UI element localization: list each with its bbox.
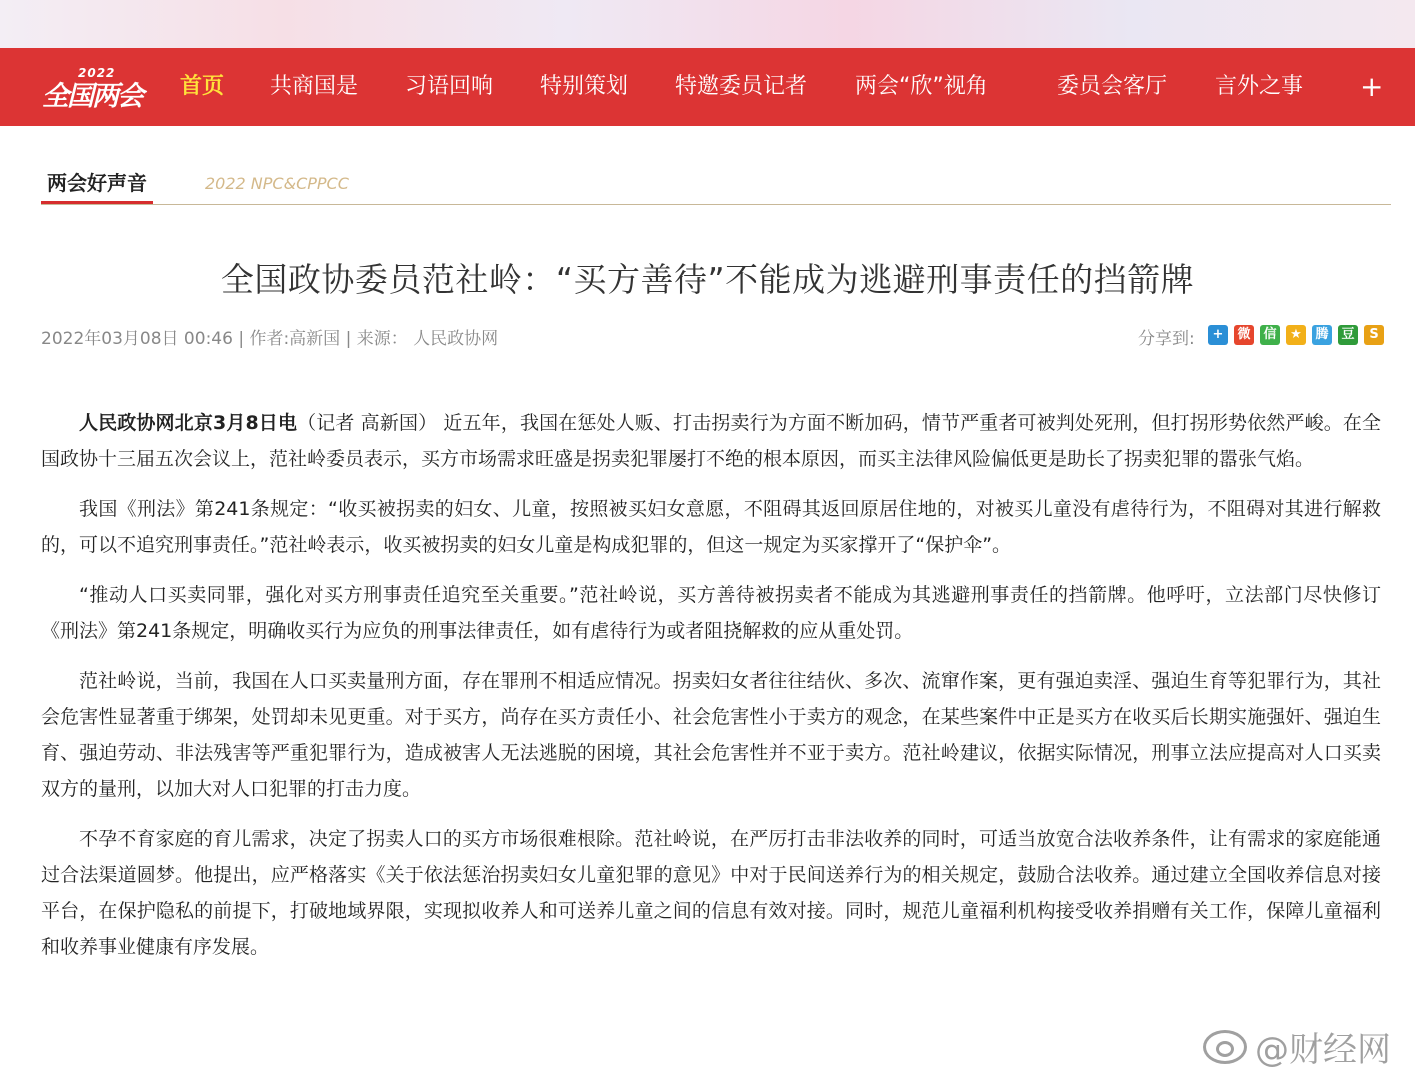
- paragraph-4: 范社岭说，当前，我国在人口买卖量刑方面，存在罪刑不相适应情况。拐卖妇女者往往结伙、多次、流窜作案，更有强迫卖淫、强迫生育等犯罪行为，其社会危害性显著重于绑架，处罚却未见更重。对于买方，尚存在买方责任小、社会危害性小于卖方的观念，在某些案件中正是买方在收买后长期实施强奸、强迫生育、强迫劳动、非法残害等严重犯罪行为，造成被害人无法逃脱的困境，其社会危害性并不亚于卖方。范社岭建议，依据实际情况，刑事立法应提高对人口买卖双方的量刑，以加大对人口犯罪的打击力度。: [41, 670, 1381, 800]
- article-meta: 2022年03月08日 00:46 | 作者:高新国 | 来源： 人民政协网: [41, 329, 499, 349]
- top-banner: [0, 0, 1415, 48]
- nav-item-lounge[interactable]: 委员会客厅: [1057, 74, 1168, 99]
- watermark-text: @财经网: [1255, 1030, 1391, 1070]
- section-header: [41, 168, 1391, 205]
- paragraph-3: “推动人口买卖同罪，强化对买方刑事责任追究至关重要。”范社岭说，买方善待被拐卖者不能成为其逃避刑事责任的挡箭牌。他呼吁，立法部门尽快修订《刑法》第241条规定，明确收买行为应负的刑事法律责任，如有虐待行为或者阻挠解救的应从重处罚。: [41, 584, 1381, 642]
- paragraph-5: 不孕不育家庭的育儿需求，决定了拐卖人口的买方市场很难根除。范社岭说，在严厉打击非法收养的同时，可适当放宽合法收养条件，让有需求的家庭能通过合法渠道圆梦。他提出，应严格落实《关于依法惩治拐卖妇女儿童犯罪的意见》中对于民间送养行为的相关规定，鼓励合法收养。通过建立全国收养信息对接平台，在保护隐私的前提下，打破地域界限，实现拟收养人和可送养儿童之间的信息有效对接。同时，规范儿童福利机构接受收养捐赠有关工作，保障儿童福利和收养事业健康有序发展。: [41, 828, 1381, 958]
- article-title: 全国政协委员范社岭：“买方善待”不能成为逃避刑事责任的挡箭牌: [220, 260, 1195, 299]
- nav-item-perspective[interactable]: 两会“欣”视角: [855, 74, 988, 99]
- sohu-icon[interactable]: S: [1364, 325, 1384, 345]
- nav-item-special[interactable]: 特别策划: [540, 74, 629, 99]
- article-body: [41, 405, 1381, 979]
- watermark: [1203, 1022, 1391, 1071]
- nav-item-xiyu[interactable]: 习语回响: [405, 74, 494, 99]
- lead-dateline: 人民政协网北京3月8日电: [79, 412, 298, 434]
- wechat-icon[interactable]: 信: [1260, 325, 1280, 345]
- share-label: 分享到:: [1138, 329, 1195, 349]
- douban-icon[interactable]: 豆: [1338, 325, 1358, 345]
- weibo-watermark-icon: [1203, 1030, 1247, 1064]
- more-share-icon[interactable]: +: [1208, 325, 1228, 345]
- qzone-icon[interactable]: ★: [1286, 325, 1306, 345]
- nav-item-beyond[interactable]: 言外之事: [1215, 74, 1304, 99]
- nav-item-home[interactable]: 首页: [180, 74, 225, 99]
- share-icons: [1208, 325, 1384, 345]
- weibo-icon[interactable]: 微: [1234, 325, 1254, 345]
- section-tab[interactable]: 两会好声音: [41, 168, 153, 204]
- logo-name: 全国两会: [42, 81, 142, 112]
- paragraph-2: 我国《刑法》第241条规定：“收买被拐卖的妇女、儿童，按照被买妇女意愿，不阻碍其返回原居住地的，对被买儿童没有虐待行为，不阻碍对其进行解救的，可以不追究刑事责任。”范社岭表示，收买被拐卖的妇女儿童是构成犯罪的，但这一规定为买家撑开了“保护伞”。: [41, 498, 1381, 556]
- nav-item-reporters[interactable]: 特邀委员记者: [675, 74, 808, 99]
- logo-year: 2022: [78, 66, 116, 80]
- section-subtitle: 2022 NPC&CPPCC: [205, 174, 349, 193]
- tencent-weibo-icon[interactable]: 腾: [1312, 325, 1332, 345]
- paragraph-1: [41, 405, 1381, 477]
- main-nav: [0, 48, 1415, 126]
- nav-item-gongshang[interactable]: 共商国是: [270, 74, 359, 99]
- nav-more-button[interactable]: +: [1360, 70, 1384, 103]
- paragraph-1-text: （记者 高新国） 近五年，我国在惩处人贩、打击拐卖行为方面不断加码，情节严重者可被判处死刑，但打拐形势依然严峻。在全国政协十三届五次会议上，范社岭委员表示，买方市场需求旺盛是拐卖犯罪屡打不绝的根本原因，而买主法律风险偏低更是助长了拐卖犯罪的嚣张气焰。: [41, 412, 1381, 470]
